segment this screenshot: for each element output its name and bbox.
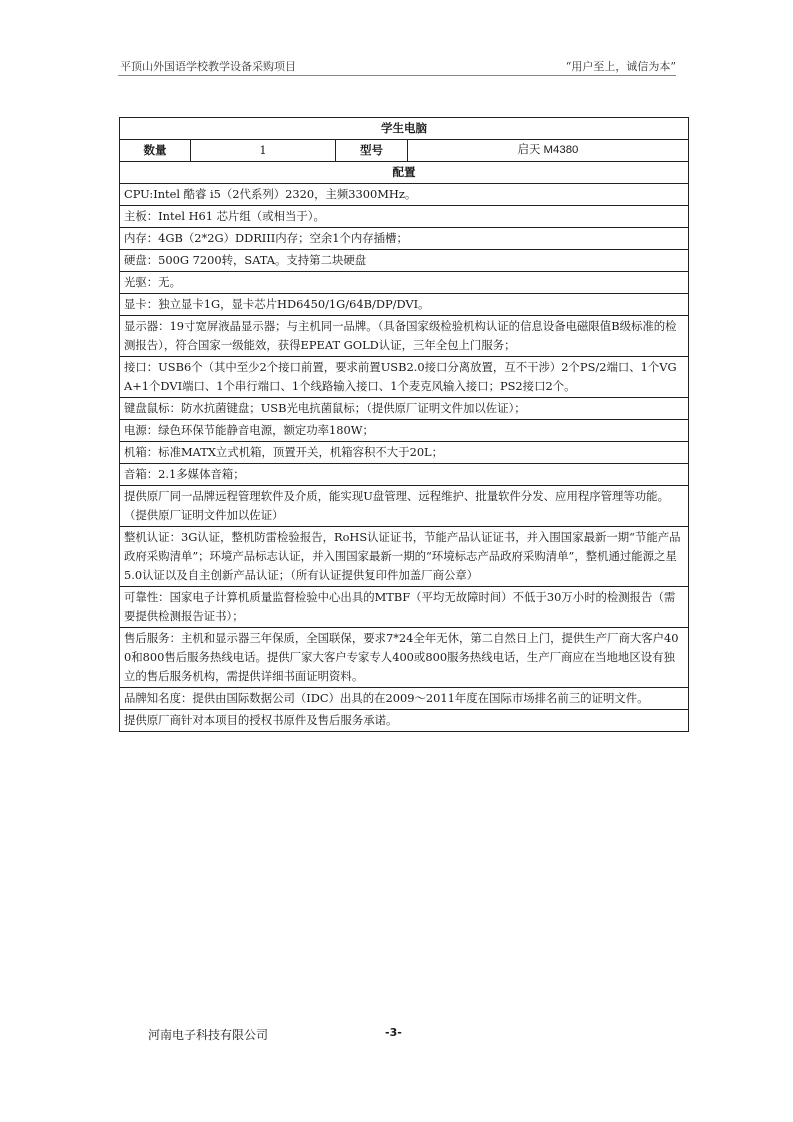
config-row [120,184,689,206]
page-number: -3- [385,1026,402,1039]
config-row-text: 键盘鼠标：防水抗菌键盘；USB光电抗菌鼠标；（提供原厂证明文件加以佐证）； [120,398,689,420]
config-row [120,587,689,628]
page-header [120,56,676,76]
config-row-text: 提供原厂商针对本项目的授权书原件及售后服务承诺。 [120,710,689,732]
config-row-text: 可靠性：国家电子计算机质量监督检验中心出具的MTBF（平均无故障时间）不低于30万小时的检测报告（需要提供检测报告证书）； [120,587,689,628]
page-footer [148,1026,648,1046]
config-row [120,688,689,710]
config-row-text: 内存：4GB（2*2G）DDRIII内存；空余1个内存插槽； [120,228,689,250]
config-row-text: 接口：USB6个（其中至少2个接口前置，要求前置USB2.0接口分离放置，互不干涉）2个PS/2端口、1个VGA+1个DVI端口、1个串行端口、1个线路输入接口、1个麦克风输入接口；PS2接口2个。 [120,357,689,398]
quantity-model-row [120,140,689,162]
config-row [120,272,689,294]
config-row-text: 售后服务：主机和显示器三年保质，全国联保，要求7*24全年无休，第二自然日上门，提供生产厂商大客户400和800售后服务热线电话。提供厂家大客户专家专人400或800服务热线电话，生产厂商应在当地地区设有独立的售后服务机构，需提供详细书面证明资料。 [120,628,689,688]
config-row-text: 光驱：无。 [120,272,689,294]
config-row-text: 电源：绿色环保节能静音电源，额定功率180W； [120,420,689,442]
config-header-row [120,162,689,184]
config-row-text: 音箱：2.1多媒体音箱； [120,464,689,486]
config-label: 配置 [120,162,689,184]
config-row-text: 提供原厂同一品牌远程管理软件及介质，能实现U盘管理、远程维护、批量软件分发、应用程序管理等功能。（提供原厂证明文件加以佐证） [120,486,689,527]
config-row [120,228,689,250]
config-row [120,442,689,464]
model-label: 型号 [336,140,408,162]
project-title: 平顶山外国语学校教学设备采购项目 [120,60,296,73]
config-row [120,710,689,732]
spec-table [119,117,689,732]
config-row-text: 硬盘：500G 7200转，SATA。支持第二块硬盘 [120,250,689,272]
table-title-row [120,118,689,140]
header-rule [118,75,676,76]
quantity-label: 数量 [120,140,191,162]
config-row-text: 显卡：独立显卡1G，显卡芯片HD6450/1G/64B/DP/DVI。 [120,294,689,316]
config-row-text: 整机认证：3G认证，整机防雷检验报告，RoHS认证证书，节能产品认证证书，并入围国家最新一期“节能产品政府采购清单”；环境产品标志认证，并入围国家最新一期的“环境标志产品政府采购清单”，整机通过能源之星5.0认证以及自主创新产品认证；（所有认证提供复印件加盖厂商公章） [120,527,689,587]
config-row-text: 品牌知名度：提供由国际数据公司（IDC）出具的在2009～2011年度在国际市场排名前三的证明文件。 [120,688,689,710]
footer-company: 河南电子科技有限公司 [148,1028,269,1042]
header-slogan: “用户至上，诚信为本” [565,60,676,73]
config-row-text: CPU:Intel 酷睿 i5（2代系列）2320，主频3300MHz。 [120,184,689,206]
config-row-text: 主板：Intel H61 芯片组（或相当于）。 [120,206,689,228]
config-row [120,628,689,688]
config-row [120,206,689,228]
config-row [120,486,689,527]
quantity-value: 1 [191,140,336,162]
config-row [120,527,689,587]
config-row [120,250,689,272]
model-value: 启天 M4380 [408,140,689,162]
config-row-text: 显示器：19寸宽屏液晶显示器；与主机同一品牌。（具备国家级检验机构认证的信息设备电磁限值B级标准的检测报告），符合国家一级能效，获得EPEAT GOLD认证，三年全包上门服务； [120,316,689,357]
table-title: 学生电脑 [120,118,689,140]
config-row [120,357,689,398]
config-row [120,294,689,316]
config-row [120,316,689,357]
config-row-text: 机箱：标准MATX立式机箱，顶置开关，机箱容积不大于20L； [120,442,689,464]
config-row [120,464,689,486]
config-row [120,420,689,442]
config-row [120,398,689,420]
